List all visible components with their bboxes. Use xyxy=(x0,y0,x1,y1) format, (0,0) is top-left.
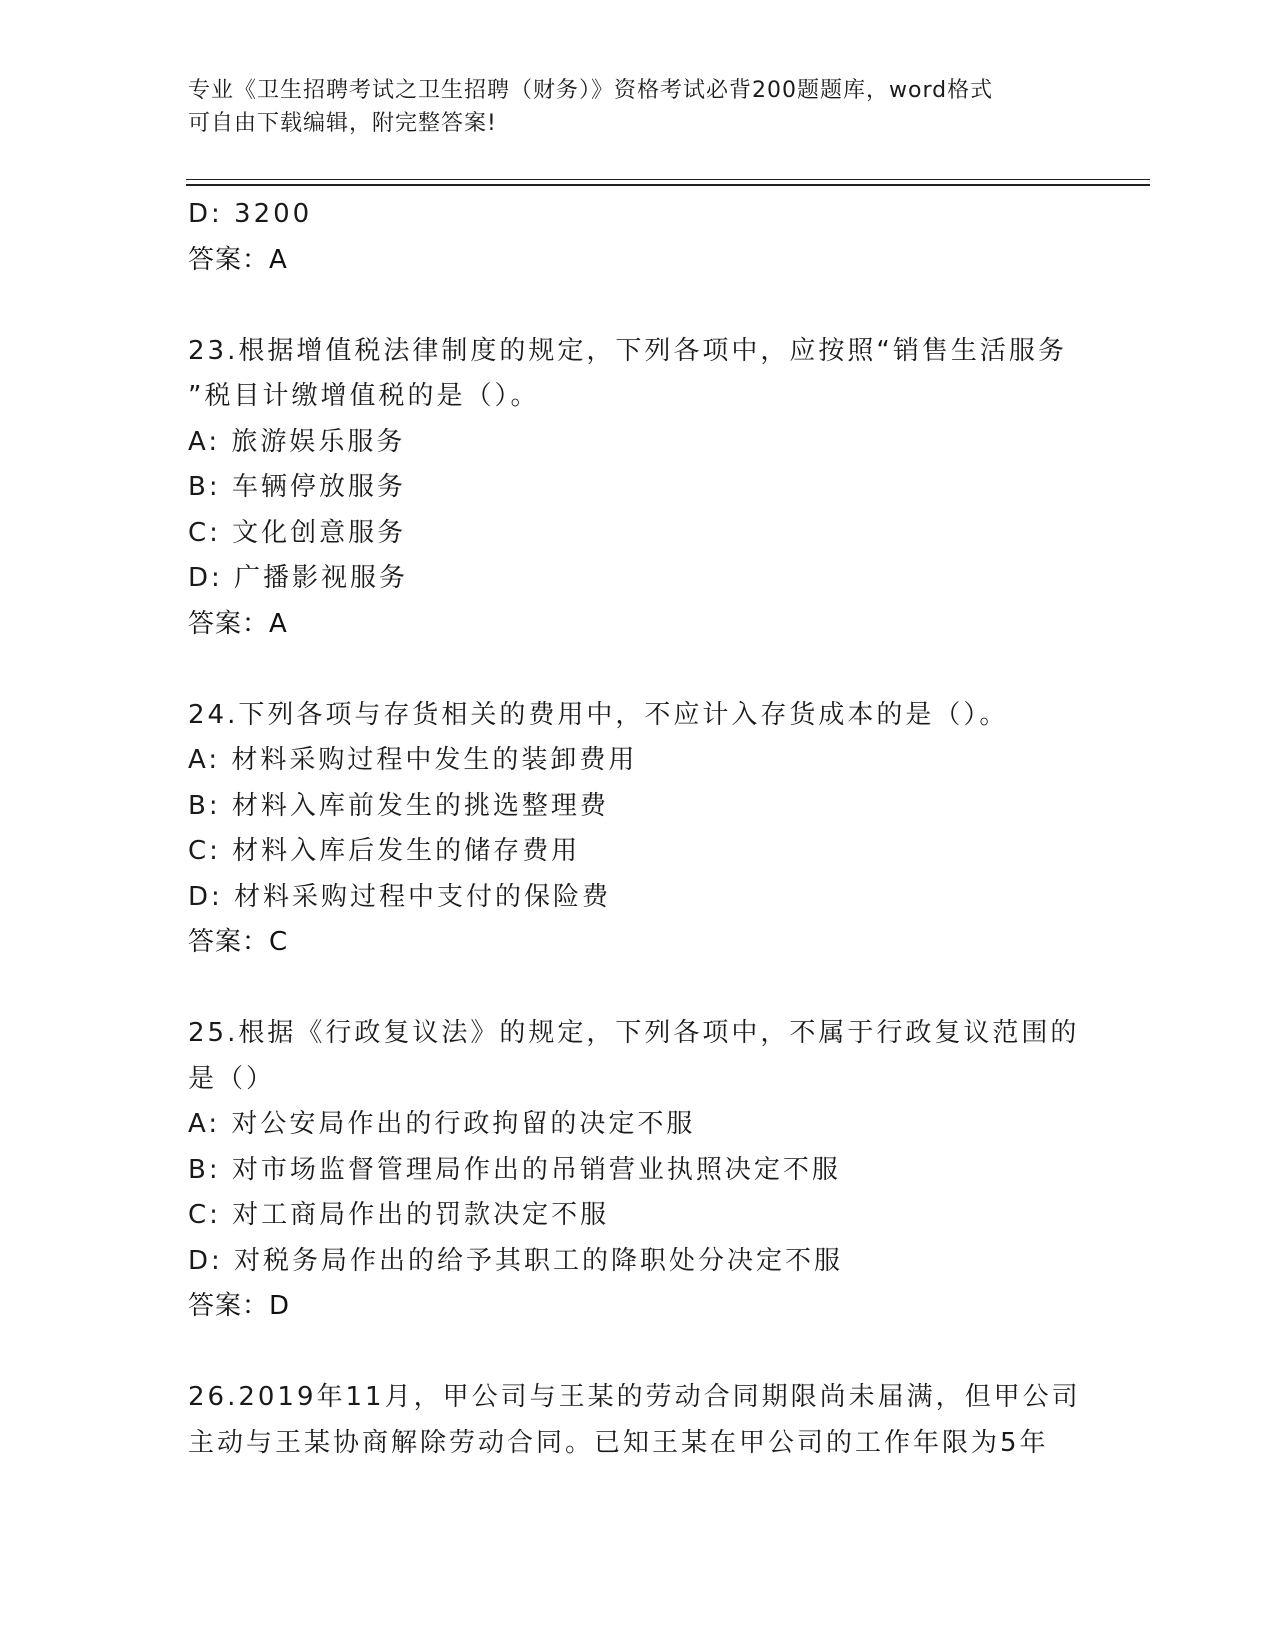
header-divider-bottom xyxy=(186,184,1150,186)
spacer xyxy=(188,283,1088,329)
question-block xyxy=(188,1011,1088,1330)
answer-line: 答案：C xyxy=(188,927,289,957)
question-stem: 主动与王某协商解除劳动合同。已知王某在甲公司的工作年限为5年 xyxy=(188,1427,1049,1458)
question-block xyxy=(188,192,1088,283)
option-a: A: 材料采购过程中发生的装卸费用 xyxy=(188,745,638,775)
option-d: D: 广播影视服务 xyxy=(188,563,409,593)
option-c: C: 材料入库后发生的储存费用 xyxy=(188,836,581,866)
option-d: D: 3200 xyxy=(188,199,313,229)
question-block xyxy=(188,1375,1088,1466)
answer-line: 答案：A xyxy=(188,608,288,639)
answer-line: 答案：A xyxy=(188,244,288,275)
document-header xyxy=(188,74,1088,140)
option-d: D: 对税务局作出的给予其职工的降职处分决定不服 xyxy=(188,1245,844,1276)
option-b: B: 车辆停放服务 xyxy=(188,472,406,502)
header-line-1: 专业《卫生招聘考试之卫生招聘（财务）》资格考试必背200题题库，word格式 xyxy=(188,78,994,103)
question-stem: 是（） xyxy=(188,1063,276,1094)
question-stem: 23.根据增值税法律制度的规定，下列各项中，应按照“销售生活服务 xyxy=(188,335,1067,366)
option-c: C: 文化创意服务 xyxy=(188,517,407,548)
option-b: B: 对市场监督管理局作出的吊销营业执照决定不服 xyxy=(188,1154,841,1185)
header-line-2: 可自由下载编辑，附完整答案! xyxy=(188,111,497,136)
header-divider-top xyxy=(186,179,1150,180)
spacer xyxy=(188,966,1088,1012)
question-block xyxy=(188,693,1088,966)
question-block xyxy=(188,329,1088,648)
question-stem: ”税目计缴增值税的是（）。 xyxy=(188,381,540,411)
option-a: A: 对公安局作出的行政拘留的决定不服 xyxy=(188,1109,696,1139)
question-stem: 24.下列各项与存货相关的费用中，不应计入存货成本的是（）。 xyxy=(188,699,1009,730)
option-b: B: 材料入库前发生的挑选整理费 xyxy=(188,790,609,821)
question-list xyxy=(188,192,1088,1466)
option-c: C: 对工商局作出的罚款决定不服 xyxy=(188,1200,610,1230)
option-a: A: 旅游娱乐服务 xyxy=(188,426,406,457)
answer-line: 答案：D xyxy=(188,1291,291,1321)
question-stem: 25.根据《行政复议法》的规定，下列各项中，不属于行政复议范围的 xyxy=(188,1018,1080,1048)
spacer xyxy=(188,647,1088,693)
question-stem: 26.2019年11月，甲公司与王某的劳动合同期限尚未届满，但甲公司 xyxy=(188,1382,1081,1412)
option-d: D: 材料采购过程中支付的保险费 xyxy=(188,881,612,912)
spacer xyxy=(188,1330,1088,1376)
